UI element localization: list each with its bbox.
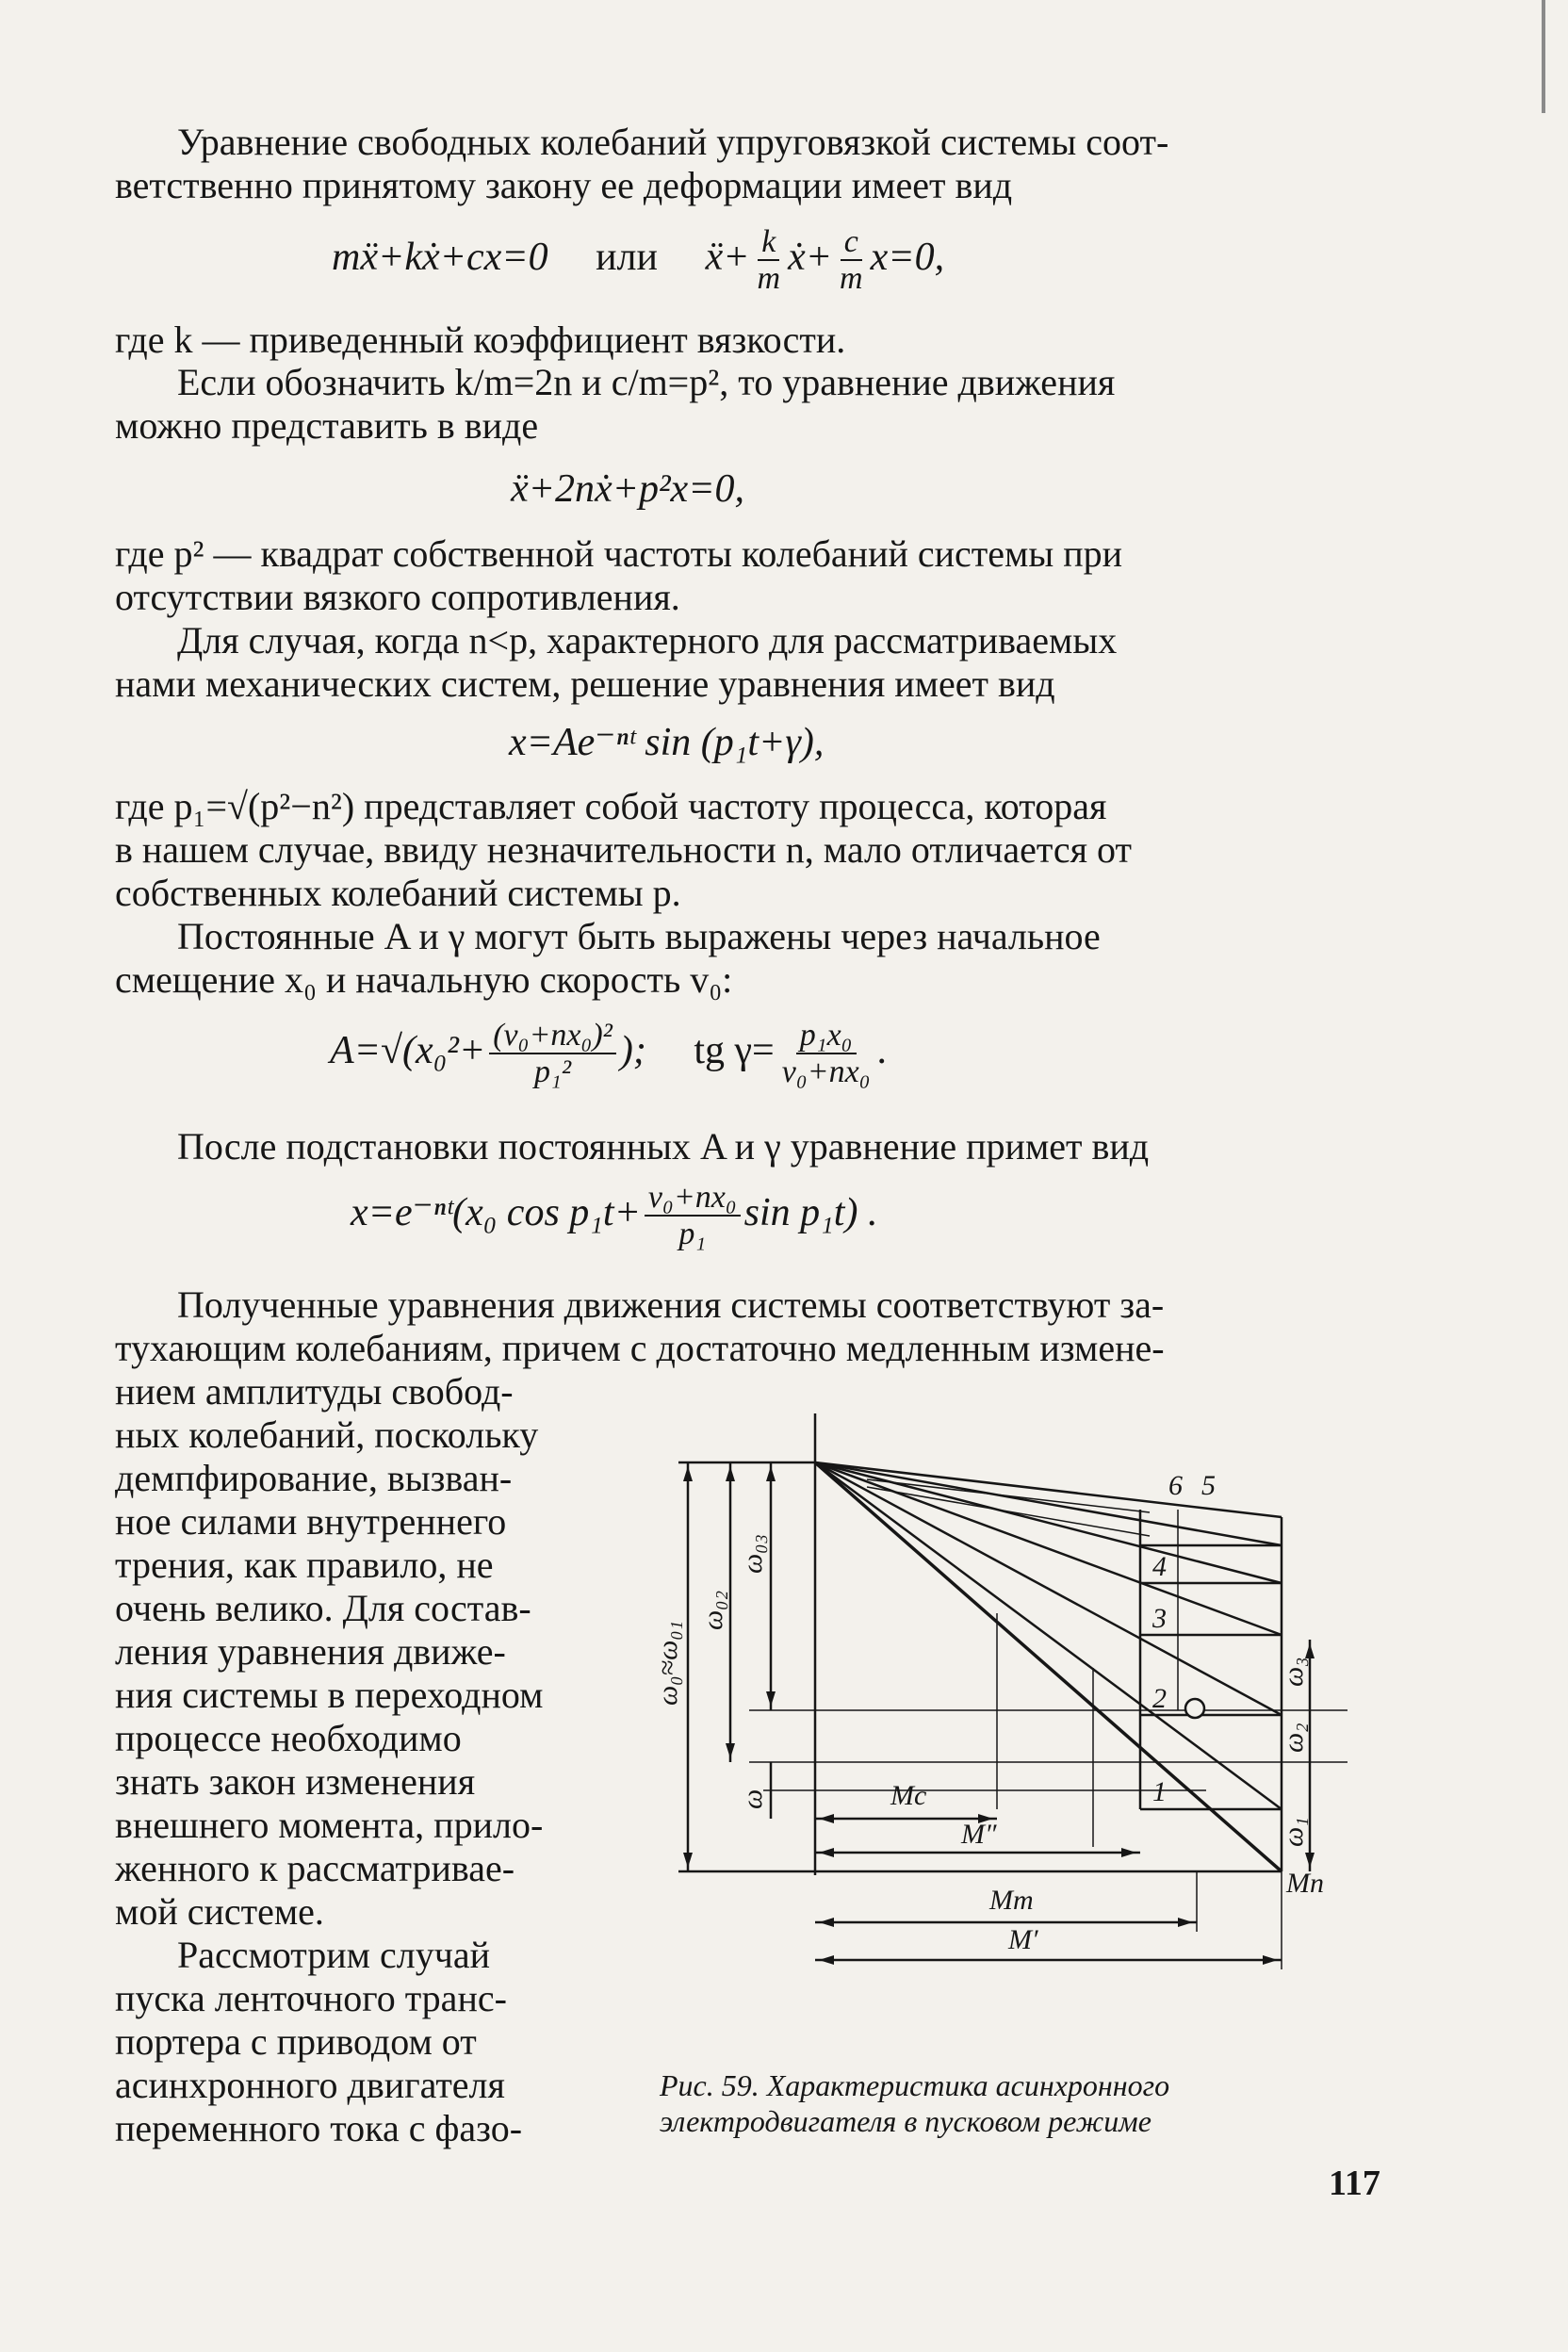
column-line-3: демпфирование, вызван-: [115, 1457, 513, 1499]
text-line-11: в нашем случае, ввиду незначительности n, мало отличается от: [115, 828, 1132, 871]
text-line-6: где p² — квадрат собственной частоты колебаний системы при: [115, 532, 1123, 575]
equation-after-substitution: x=e⁻ⁿᵗ(x₀ cos p₁t+ $\frac{\text{v₀+nx₀}}{\text{p₁}}$ sin p₁t) .: [351, 1180, 878, 1252]
label-omega0: ω₀≈ω₀₁: [652, 1620, 683, 1706]
label-step-6: 6: [1168, 1470, 1183, 1501]
text-line-10: где p₁=√(p²−n²) представляет собой частоту процесса, которая: [115, 785, 1107, 827]
column-line-7: ления уравнения движе-: [115, 1630, 506, 1673]
column-line-8: ния системы в переходном: [115, 1674, 544, 1716]
label-omega: ω: [737, 1788, 768, 1809]
page-number: 117: [1329, 2164, 1380, 2203]
figure-caption-line-1: Рис. 59. Характеристика асинхронного: [660, 2068, 1170, 2102]
equation-motion: ẍ+2nẋ+p²x=0,: [511, 467, 745, 511]
column-line-18: переменного тока с фазо-: [115, 2107, 523, 2149]
column-line-16: портера с приводом от: [115, 2020, 477, 2063]
text-line-15: После подстановки постоянных A и γ уравнение примет вид: [177, 1125, 1150, 1168]
label-step-5: 5: [1201, 1470, 1216, 1501]
figure-motor-characteristic: [650, 1404, 1348, 2007]
text-line-2: ветственно принятому закону ее деформации имеет вид: [115, 164, 1013, 206]
text-line-4: Если обозначить k/m=2n и c/m=p², то уравнение движения: [177, 361, 1116, 403]
label-M1: M′: [1008, 1924, 1038, 1955]
label-omega02: ω₀₂: [697, 1590, 728, 1630]
column-line-4: ное силами внутреннего: [115, 1500, 507, 1543]
label-omega2: ω₂: [1278, 1723, 1309, 1753]
label-step-2: 2: [1152, 1683, 1167, 1714]
column-line-17: асинхронного двигателя: [115, 2064, 505, 2106]
column-line-1: нием амплитуды свобод-: [115, 1370, 514, 1413]
column-line-11: внешнего момента, прило-: [115, 1804, 544, 1846]
text-line-13: Постоянные A и γ могут быть выражены через начальное: [177, 915, 1101, 957]
text-line-12: собственных колебаний системы p.: [115, 872, 681, 914]
label-Mp: Mп: [1286, 1868, 1324, 1899]
text-line-3: где k — приведенный коэффициент вязкости.: [115, 318, 846, 361]
column-line-15: пуска ленточного транс-: [115, 1977, 507, 2019]
label-step-3: 3: [1152, 1603, 1167, 1634]
text-line-5: можно представить в виде: [115, 404, 539, 447]
figure-caption-line-2: электродвигателя в пусковом режиме: [660, 2104, 1152, 2138]
label-M2: M″: [961, 1819, 997, 1850]
column-line-5: трения, как правило, не: [115, 1544, 494, 1586]
label-omega3: ω₃: [1278, 1657, 1309, 1687]
column-line-10: знать закон изменения: [115, 1760, 476, 1803]
text-line-17: тухающим колебаниям, причем с достаточно медленным измене-: [115, 1327, 1165, 1369]
scan-edge-mark: [1542, 0, 1545, 113]
text-line-1: Уравнение свободных колебаний упруговязкой системы соот-: [177, 121, 1169, 163]
text-line-8: Для случая, когда n<p, характерного для рассматриваемых: [177, 619, 1118, 662]
label-Mc: Mc: [890, 1780, 927, 1811]
text-line-7: отсутствии вязкого сопротивления.: [115, 576, 680, 618]
column-line-9: процессе необходимо: [115, 1717, 462, 1759]
column-line-2: ных колебаний, поскольку: [115, 1413, 539, 1456]
hatch-line-b: [867, 1487, 1150, 1536]
column-line-12: женного к рассматривае-: [115, 1847, 515, 1889]
equation-solution: x=Ae⁻ⁿᵗ sin (p₁t+γ),: [509, 721, 825, 764]
label-step-1: 1: [1152, 1776, 1167, 1807]
equation-constants: A=√(x₀²+ $\frac{\text{(v₀+nx₀)²}}{\text{p₁²}}$ ); tg γ= $\frac{\text{p₁x₀}}{\text{v₀+nx₀}}$ .: [330, 1018, 889, 1090]
text-line-16: Полученные уравнения движения системы соответствуют за-: [177, 1283, 1165, 1326]
column-line-13: мой системе.: [115, 1890, 324, 1933]
label-omega03: ω₀₃: [737, 1533, 768, 1574]
equation-free-oscillations: mẍ+kẋ+cx=0 или ẍ+ $\frac{k}{m}$ ẋ+ $\frac{c}{m}$ x=0,: [332, 224, 945, 297]
operating-point-marker: [1185, 1699, 1204, 1718]
label-step-4: 4: [1152, 1551, 1167, 1582]
label-Mm: Mm: [989, 1885, 1034, 1916]
column-line-14: Рассмотрим случай: [177, 1934, 490, 1976]
column-line-6: очень велико. Для состав-: [115, 1587, 531, 1629]
text-line-14: смещение x₀ и начальную скорость v₀:: [115, 958, 733, 1001]
label-omega1: ω₁: [1278, 1817, 1309, 1847]
text-line-9: нами механических систем, решение уравнения имеет вид: [115, 662, 1055, 705]
